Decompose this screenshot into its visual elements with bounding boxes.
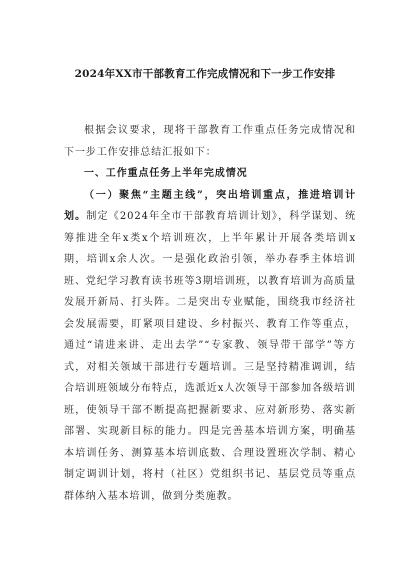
subsection-body: 制定《2024年全市干部教育培训计划》，科学谋划、统筹推进全年x类x个培训班次，上半年累计开展各类培训x期，培训x余人次。一是强化政治引领，举办春季主体培训班、党纪学习教育读书班等3期培训班，以教育培训为高质量发展开新局、打头阵。二是突出专业赋能，围绕我市经济社会发展需要，盯紧项目建设、乡村振兴、教育工作等重点，通过“请进来讲、走出去学”“专家教、领导带干部学”等方式，对相关领域干部进行专题培训。三是坚持精准调训，结合培训班领域分布特点，选派近x人次领导干部参加各级培训班，使领导干部不断提高把握新要求、应对新形势、落实新部署、实现新目标的能力。四是完善基本培训方案，明确基本培训任务、测算基本培训底数、合理设置班次学制、精心制定调训计划，将村（社区）党组织书记、基层党员等重点群体纳入基本培训，做到分类施教。 [64,211,356,502]
document-body [64,120,356,507]
subsection-heading: （一）聚焦“主题主线”，突出培训重点，推进培训计划。 [64,189,356,222]
subsection-paragraph [64,185,356,508]
document-title: 2024年XX市干部教育工作完成情况和下一步工作安排 [74,68,336,80]
section-heading: 一、工作重点任务上半年完成情况 [84,168,248,179]
intro-paragraph: 根据会议要求，现将干部教育工作重点任务完成情况和下一步工作安排总结汇报如下： [64,125,356,158]
